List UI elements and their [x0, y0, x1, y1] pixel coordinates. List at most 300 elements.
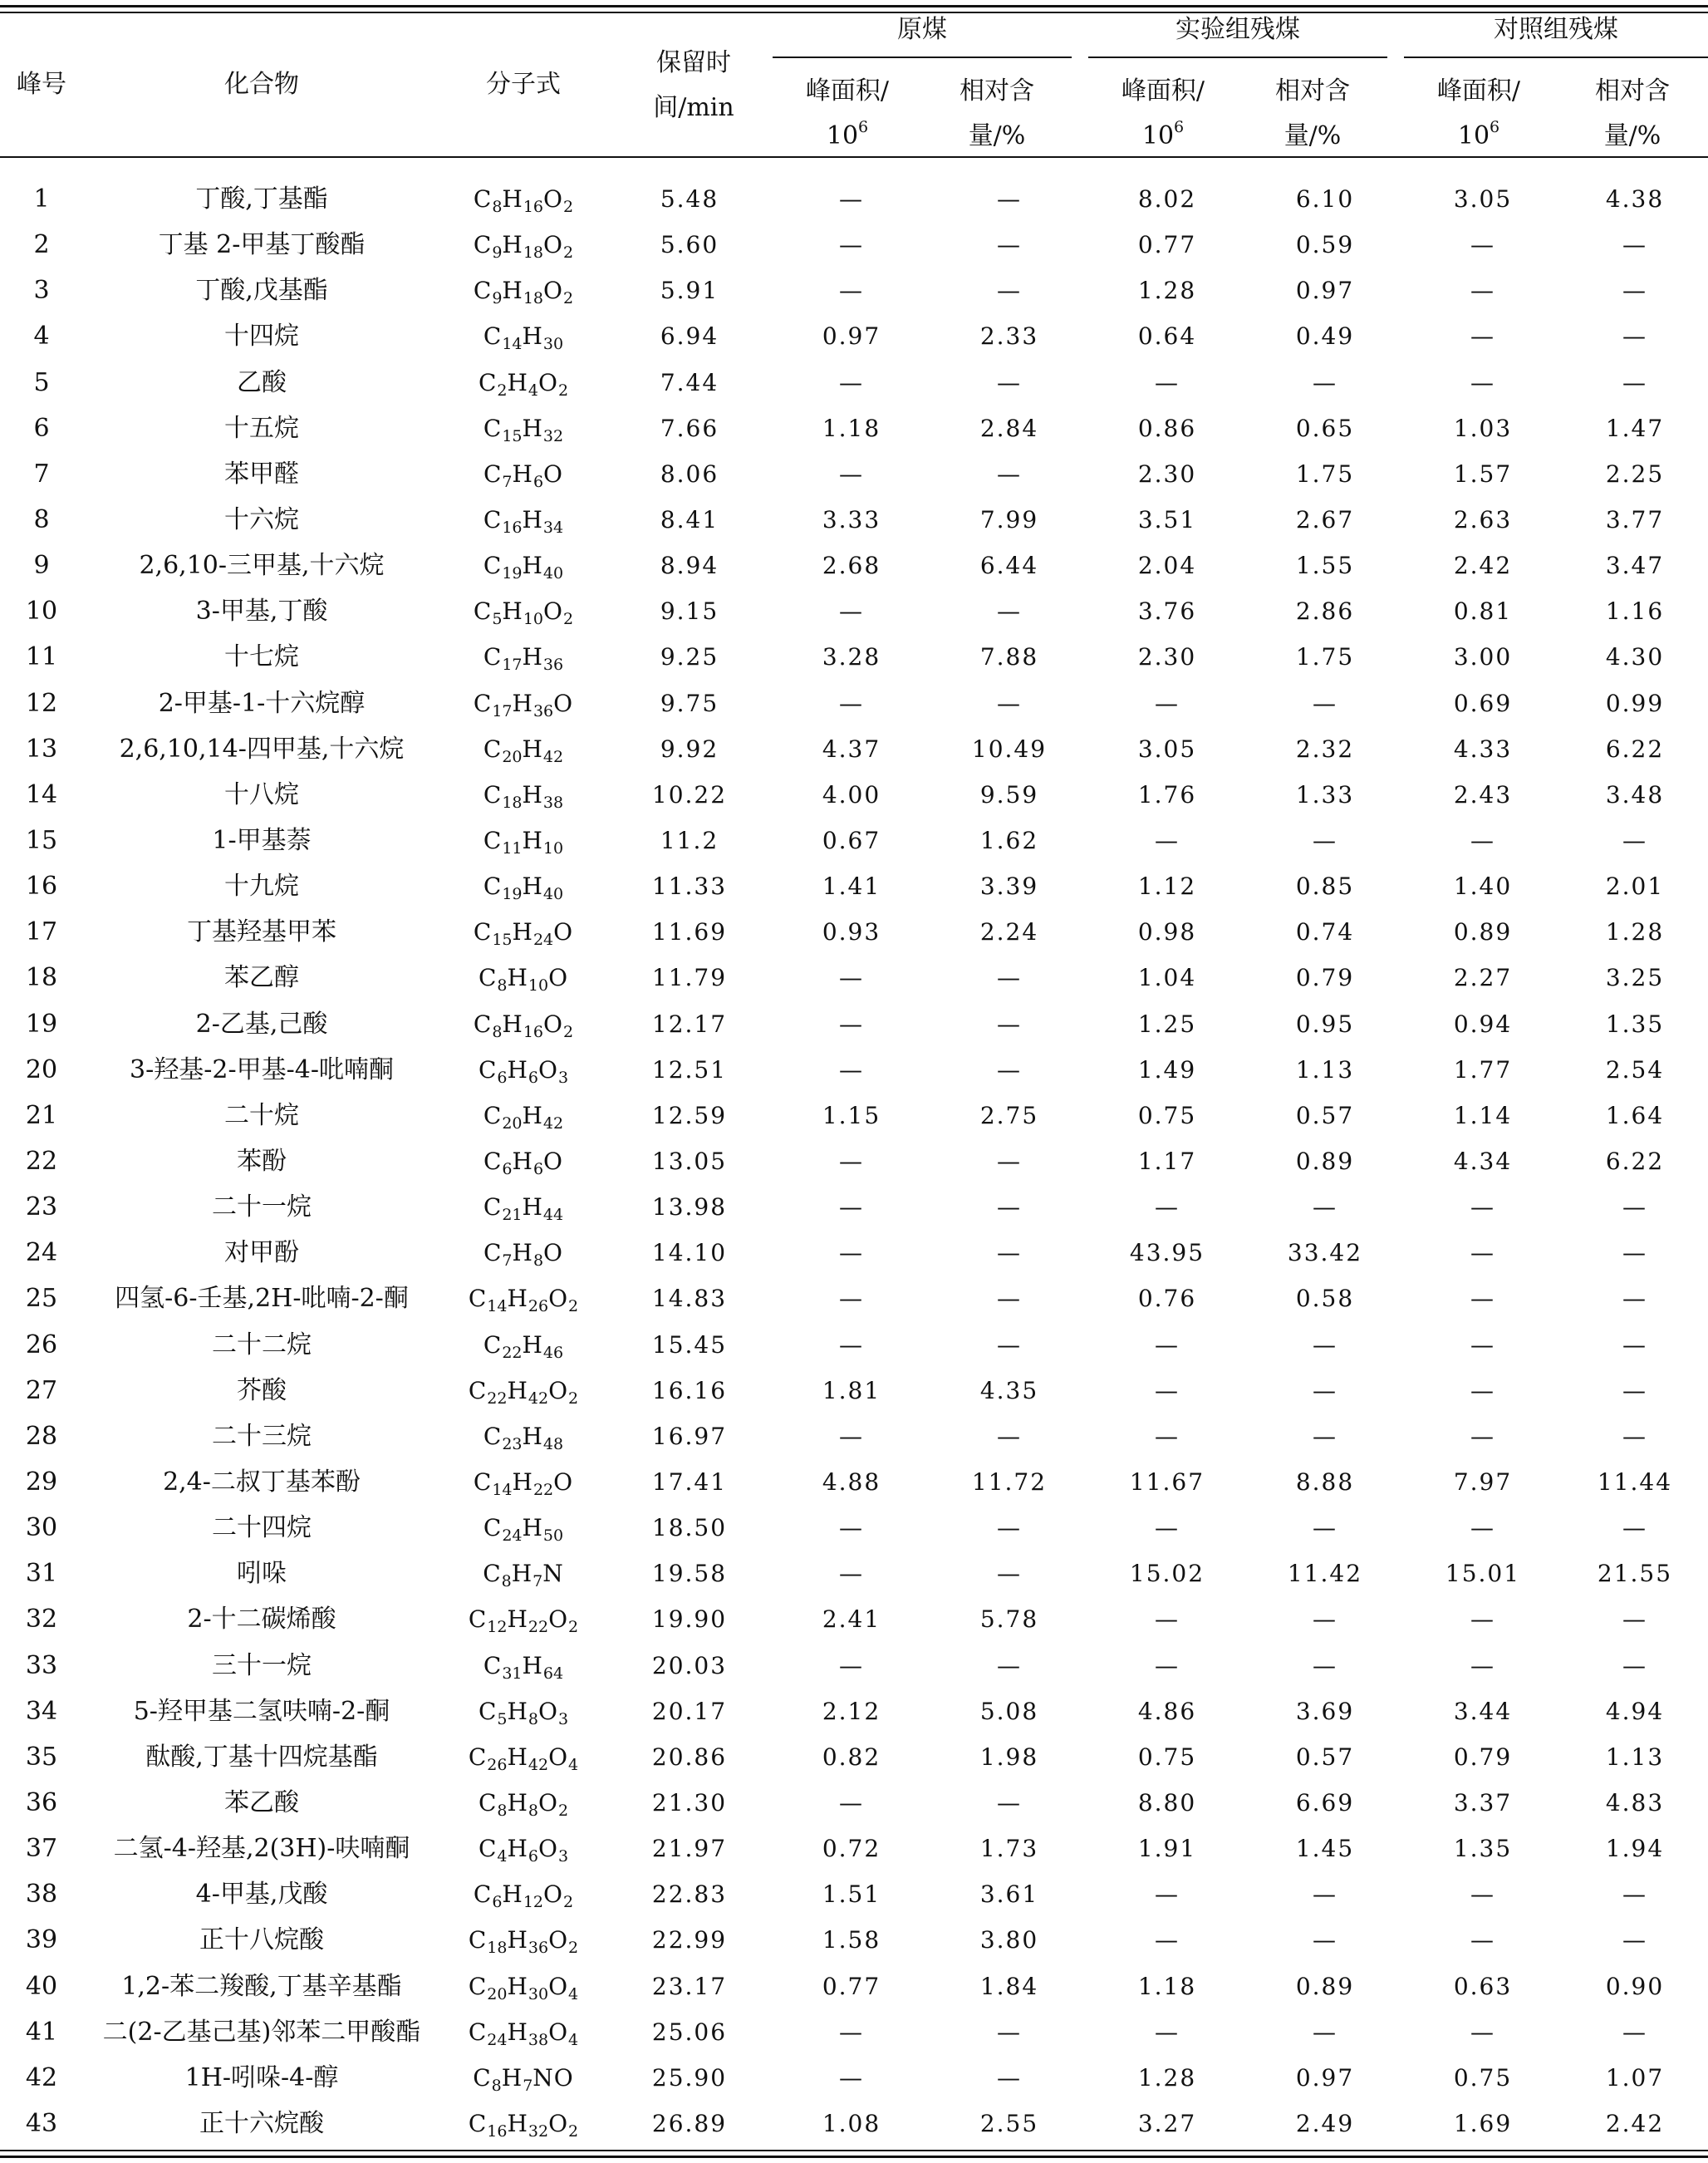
cell-raw-relative-content: 9.59 [979, 780, 1039, 809]
cell-peak: 10 [25, 597, 58, 627]
cell-exp-relative-content: 6.10 [1295, 185, 1355, 214]
cell-retention-time: 15.45 [651, 1330, 728, 1359]
cell-exp-relative-content: — [1313, 1422, 1337, 1450]
cell-raw-relative-content: — [997, 2063, 1022, 2092]
header-ctrl-area-line1: 峰面积/ [1436, 76, 1521, 106]
cell-raw-peak-area: 4.00 [822, 780, 881, 809]
cell-exp-relative-content: 2.86 [1295, 597, 1355, 626]
cell-ctrl-peak-area: 1.57 [1453, 460, 1513, 488]
cell-exp-peak-area: — [1155, 689, 1180, 717]
formula-element: H [512, 1148, 533, 1176]
cell-ctrl-peak-area: 2.27 [1453, 964, 1513, 992]
formula-element: H [522, 506, 543, 534]
cell-formula [440, 222, 606, 268]
cell-exp-relative-content: 1.55 [1295, 552, 1355, 580]
cell-ctrl-peak-area: — [1470, 231, 1495, 259]
formula-element: H [502, 1880, 523, 1909]
formula-element: C [483, 414, 503, 442]
cell-retention-time: 16.97 [651, 1422, 728, 1450]
cell-exp-relative-content: 2.49 [1295, 2109, 1355, 2137]
cell-formula [440, 1689, 606, 1734]
formula-subscript: 12 [523, 1893, 544, 1912]
cell-exp-relative-content: 2.32 [1295, 735, 1355, 763]
table-row [0, 1138, 1708, 1184]
formula-element: H [522, 1651, 543, 1679]
table-row [0, 2009, 1708, 2055]
table-row [0, 909, 1708, 955]
cell-ctrl-relative-content: 4.38 [1605, 185, 1665, 214]
cell-exp-peak-area: 2.04 [1137, 552, 1197, 580]
formula-subscript: 2 [568, 1939, 579, 1958]
cell-formula [440, 1780, 606, 1826]
header-exp-rel-line2: 量/% [1283, 121, 1342, 150]
formula-element: O [548, 1926, 569, 1954]
formula-element: O [548, 2109, 569, 2137]
formula-element: C [478, 368, 498, 396]
cell-raw-relative-content: — [997, 1239, 1022, 1267]
formula-subscript: 40 [542, 564, 564, 583]
cell-exp-peak-area: 2.30 [1137, 460, 1197, 488]
formula-element: O [543, 185, 563, 214]
cell-peak: 9 [33, 551, 50, 581]
table-row [0, 1413, 1708, 1459]
formula-subscript: 20 [487, 1984, 508, 2003]
formula-element: H [507, 1835, 528, 1863]
formula-element: O [537, 1835, 558, 1863]
cell-raw-peak-area: — [839, 2063, 864, 2092]
formula-element: C [478, 1835, 498, 1863]
header-ctrl-rel-line2: 量/% [1603, 121, 1661, 150]
cell-raw-relative-content: 5.08 [979, 1697, 1039, 1725]
cell-formula [440, 818, 606, 863]
formula-subscript: 6 [492, 1893, 503, 1912]
cell-retention-time: 8.06 [660, 460, 719, 488]
cell-ctrl-relative-content: — [1622, 277, 1647, 305]
cell-raw-peak-area: — [839, 1148, 864, 1176]
cell-compound: 丁基 2-甲基丁酸酯 [158, 230, 366, 260]
cell-formula [440, 1596, 606, 1642]
cell-raw-relative-content: 2.24 [979, 918, 1039, 946]
formula-element: C [473, 277, 493, 305]
cell-ctrl-relative-content: — [1622, 1330, 1647, 1359]
cell-formula [440, 1917, 606, 1963]
cell-formula [440, 909, 606, 955]
header-raw-rel-line1: 相对含 [960, 76, 1034, 106]
cell-compound: 2-十二碳烯酸 [187, 1605, 336, 1635]
table-row [0, 313, 1708, 359]
cell-formula [440, 360, 606, 406]
cell-exp-relative-content: 3.69 [1295, 1697, 1355, 1725]
formula-element: C [473, 597, 493, 626]
cell-retention-time: 11.2 [660, 827, 719, 855]
cell-exp-relative-content: 0.58 [1295, 1285, 1355, 1313]
cell-retention-time: 20.86 [651, 1743, 728, 1771]
cell-retention-time: 5.60 [660, 231, 719, 259]
cell-exp-relative-content: — [1313, 689, 1337, 717]
formula-subscript: 24 [487, 2030, 508, 2049]
formula-subscript: 42 [528, 1755, 549, 1774]
formula-element: C [468, 1285, 488, 1313]
formula-subscript: 18 [523, 289, 544, 308]
group-rule-ctrl [1404, 57, 1708, 58]
table-row [0, 1963, 1708, 2008]
formula-element: H [507, 1697, 528, 1725]
cell-retention-time: 11.69 [651, 918, 728, 946]
cell-exp-relative-content: 6.69 [1295, 1788, 1355, 1816]
cell-compound: 十五烷 [224, 413, 299, 443]
formula-element: H [522, 1422, 543, 1450]
cell-peak: 13 [25, 734, 58, 764]
formula-subscript: 22 [528, 1618, 549, 1637]
cell-exp-peak-area: 0.86 [1137, 414, 1197, 442]
formula-subscript: 20 [502, 747, 523, 766]
cell-ctrl-peak-area: — [1470, 277, 1495, 305]
formula-element: C [478, 1697, 498, 1725]
table-row [0, 1596, 1708, 1642]
cell-ctrl-peak-area: 2.63 [1453, 506, 1513, 534]
cell-peak: 12 [25, 688, 58, 718]
formula-subscript: 22 [533, 1481, 554, 1499]
cell-peak: 3 [33, 276, 50, 306]
cell-formula [440, 588, 606, 634]
formula-element: C [483, 1560, 502, 1588]
cell-ctrl-peak-area: 0.94 [1453, 1010, 1513, 1038]
formula-element: H [502, 231, 523, 259]
cell-ctrl-peak-area: — [1470, 322, 1495, 351]
cell-raw-peak-area: 4.88 [822, 1468, 881, 1496]
formula-element: O [543, 597, 563, 626]
formula-element: O [548, 1376, 569, 1404]
cell-ctrl-peak-area: — [1470, 827, 1495, 855]
formula-subscript: 8 [497, 1801, 508, 1820]
formula-element: H [507, 1285, 528, 1313]
cell-exp-peak-area: 2.30 [1137, 643, 1197, 671]
cell-exp-relative-content: 33.42 [1287, 1239, 1363, 1267]
cell-compound: 二十二烷 [212, 1330, 312, 1359]
cell-raw-peak-area: 0.77 [822, 1972, 881, 2000]
table-row [0, 726, 1708, 772]
table-row [0, 497, 1708, 543]
cell-exp-peak-area: 43.95 [1129, 1239, 1205, 1267]
formula-element: C [473, 2063, 492, 2092]
formula-subscript: 4 [528, 381, 538, 400]
table-row [0, 818, 1708, 863]
cell-exp-peak-area: 3.27 [1137, 2109, 1197, 2137]
cell-exp-relative-content: 0.97 [1295, 2063, 1355, 2092]
cell-peak: 41 [25, 2017, 58, 2047]
cell-retention-time: 20.17 [651, 1697, 728, 1725]
cell-compound: 酞酸,丁基十四烷基酯 [145, 1742, 378, 1772]
cell-raw-relative-content: 2.75 [979, 1101, 1039, 1129]
formula-element: C [483, 643, 503, 671]
formula-subscript: 2 [568, 1618, 579, 1637]
formula-subscript: 5 [497, 1709, 508, 1728]
cell-exp-peak-area: 1.76 [1137, 780, 1197, 809]
cell-exp-peak-area: 15.02 [1129, 1560, 1205, 1588]
cell-exp-relative-content: 0.74 [1295, 918, 1355, 946]
cell-peak: 18 [25, 963, 58, 993]
formula-element: C [473, 1010, 493, 1038]
cell-exp-peak-area: — [1155, 1605, 1180, 1634]
cell-ctrl-peak-area: 3.05 [1453, 185, 1513, 214]
formula-element: O [548, 1285, 569, 1313]
cell-raw-peak-area: 2.41 [822, 1605, 881, 1634]
cell-raw-relative-content: — [997, 964, 1022, 992]
table-row [0, 1551, 1708, 1596]
cell-ctrl-relative-content: 2.54 [1605, 1055, 1665, 1084]
formula-element: O [537, 1055, 558, 1084]
cell-raw-relative-content: 1.62 [979, 827, 1039, 855]
cell-ctrl-peak-area: — [1470, 1880, 1495, 1909]
formula-subscript: 7 [502, 472, 513, 491]
cell-raw-relative-content: — [997, 689, 1022, 717]
formula-subscript: 32 [528, 2121, 549, 2141]
cell-peak: 7 [33, 459, 50, 489]
cell-raw-peak-area: — [839, 1788, 864, 1816]
table-row [0, 955, 1708, 1000]
cell-raw-peak-area: — [839, 185, 864, 214]
cell-formula [440, 176, 606, 222]
cell-retention-time: 21.30 [651, 1788, 728, 1816]
header-ctrl-area-line2: $10^6$ [1457, 118, 1500, 150]
cell-ctrl-relative-content: 6.22 [1605, 735, 1665, 763]
cell-exp-relative-content: 0.79 [1295, 964, 1355, 992]
cell-retention-time: 11.33 [651, 873, 728, 901]
cell-ctrl-relative-content: 1.35 [1605, 1010, 1665, 1038]
cell-ctrl-peak-area: 1.14 [1453, 1101, 1513, 1129]
cell-retention-time: 11.79 [651, 964, 728, 992]
cell-compound: 5-羟甲基二氢呋喃-2-酮 [133, 1696, 390, 1726]
formula-subscript: 16 [502, 519, 523, 538]
cell-raw-relative-content: 7.99 [979, 506, 1039, 534]
cell-retention-time: 8.94 [660, 552, 719, 580]
cell-peak: 25 [25, 1284, 58, 1314]
cell-raw-peak-area: — [839, 1193, 864, 1222]
cell-ctrl-relative-content: 1.28 [1605, 918, 1665, 946]
cell-compound: 十七烷 [224, 642, 299, 672]
cell-retention-time: 23.17 [651, 1972, 728, 2000]
cell-ctrl-peak-area: 7.97 [1453, 1468, 1513, 1496]
formula-element: C [468, 1605, 488, 1634]
formula-element: C [468, 2018, 488, 2046]
formula-element: H [507, 1972, 528, 2000]
formula-subscript: 14 [502, 335, 523, 354]
cell-formula [440, 268, 606, 313]
cell-exp-peak-area: 3.76 [1137, 597, 1197, 626]
formula-element: C [483, 1239, 503, 1267]
cell-compound: 2,6,10-三甲基,十六烷 [139, 551, 385, 581]
cell-retention-time: 14.10 [651, 1239, 728, 1267]
cell-retention-time: 5.91 [660, 277, 719, 305]
formula-subscript: 46 [542, 1343, 564, 1362]
formula-subscript: 8 [528, 1801, 538, 1820]
cell-peak: 30 [25, 1513, 58, 1543]
cell-raw-peak-area: 0.97 [822, 322, 881, 351]
cell-exp-relative-content: 1.45 [1295, 1835, 1355, 1863]
formula-subscript: 8 [533, 1251, 544, 1271]
formula-subscript: 5 [492, 610, 503, 629]
formula-element: C [483, 506, 503, 534]
cell-ctrl-relative-content: 21.55 [1597, 1560, 1673, 1588]
cell-raw-relative-content: — [997, 1422, 1022, 1450]
cell-raw-peak-area: 3.33 [822, 506, 881, 534]
header-peak: 峰号 [17, 70, 66, 99]
cell-peak: 17 [25, 917, 58, 947]
cell-ctrl-peak-area: — [1470, 2018, 1495, 2046]
table-row [0, 772, 1708, 818]
formula-element: C [483, 873, 503, 901]
cell-ctrl-relative-content: 1.13 [1605, 1743, 1665, 1771]
cell-ctrl-relative-content: — [1622, 1926, 1647, 1954]
formula-subscript: 42 [542, 747, 564, 766]
cell-raw-peak-area: 1.15 [822, 1101, 881, 1129]
cell-raw-relative-content: — [997, 231, 1022, 259]
cell-exp-peak-area: — [1155, 1193, 1180, 1222]
header-compound: 化合物 [224, 70, 299, 99]
cell-retention-time: 8.41 [660, 506, 719, 534]
formula-element: H [507, 1743, 528, 1771]
cell-exp-peak-area: 1.17 [1137, 1148, 1197, 1176]
formula-element: O [548, 1972, 569, 2000]
table-row [0, 863, 1708, 909]
cell-peak: 37 [25, 1834, 58, 1864]
formula-element: H [522, 1193, 543, 1222]
cell-ctrl-peak-area: 3.37 [1453, 1788, 1513, 1816]
cell-peak: 16 [25, 872, 58, 902]
formula-subscript: 2 [497, 381, 508, 400]
cell-exp-peak-area: 0.75 [1137, 1743, 1197, 1771]
cell-exp-relative-content: 8.88 [1295, 1468, 1355, 1496]
cell-formula [440, 1413, 606, 1459]
formula-element: H [512, 1468, 533, 1496]
cell-compound: 丁基羟基甲苯 [187, 917, 336, 947]
cell-raw-relative-content: 4.35 [979, 1376, 1039, 1404]
cell-ctrl-relative-content: 0.99 [1605, 689, 1665, 717]
table-row [0, 268, 1708, 313]
formula-element: C [483, 735, 503, 763]
formula-subscript: 48 [542, 1434, 564, 1453]
cell-formula [440, 1734, 606, 1780]
cell-peak: 43 [25, 2108, 58, 2138]
cell-ctrl-relative-content: — [1622, 1514, 1647, 1542]
cell-exp-peak-area: — [1155, 368, 1180, 396]
cell-formula [440, 1047, 606, 1093]
formula-element: O [548, 964, 569, 992]
formula-element: C [483, 1148, 503, 1176]
cell-ctrl-relative-content: 3.48 [1605, 780, 1665, 809]
cell-exp-relative-content: 1.33 [1295, 780, 1355, 809]
formula-subscript: 4 [497, 1847, 508, 1866]
cell-raw-relative-content: — [997, 2018, 1022, 2046]
header-exp-area-line2: $10^6$ [1141, 118, 1185, 150]
cell-exp-relative-content: — [1313, 1605, 1337, 1634]
cell-compound: 四氢-6-壬基,2H-吡喃-2-酮 [115, 1284, 409, 1314]
cell-peak: 22 [25, 1147, 58, 1177]
cell-compound: 对甲酚 [224, 1238, 299, 1268]
cell-retention-time: 13.98 [651, 1193, 728, 1222]
formula-subscript: 36 [533, 701, 554, 720]
cell-peak: 36 [25, 1787, 58, 1817]
formula-subscript: 4 [568, 2030, 579, 2049]
formula-element: O [543, 460, 563, 488]
formula-element: H [522, 1514, 543, 1542]
header-rt-line2: 间/min [653, 93, 734, 122]
cell-exp-relative-content: — [1313, 1514, 1337, 1542]
formula-subscript: 11 [502, 839, 523, 858]
formula-subscript: 19 [502, 564, 523, 583]
cell-raw-relative-content: 2.55 [979, 2109, 1039, 2137]
cell-compound: 三十一烷 [212, 1650, 312, 1680]
cell-ctrl-relative-content: 3.25 [1605, 964, 1665, 992]
cell-compound: 二氢-4-羟基,2(3H)-呋喃酮 [113, 1834, 410, 1864]
formula-element: H [522, 1101, 543, 1129]
cell-compound: 1-甲基萘 [212, 826, 312, 856]
formula-subscript: 6 [533, 472, 544, 491]
cell-ctrl-peak-area: — [1470, 1926, 1495, 1954]
formula-subscript: 4 [568, 1984, 579, 2003]
header-rt-line1: 保留时 [656, 48, 731, 77]
formula-element: C [468, 2109, 488, 2137]
formula-subscript: 2 [563, 198, 574, 217]
cell-raw-relative-content: — [997, 1148, 1022, 1176]
formula-element: C [478, 1055, 498, 1084]
cell-ctrl-peak-area: 0.79 [1453, 1743, 1513, 1771]
cell-peak: 1 [33, 184, 50, 214]
cell-ctrl-peak-area: 0.89 [1453, 918, 1513, 946]
cell-exp-relative-content: — [1313, 1193, 1337, 1222]
cell-retention-time: 18.50 [651, 1514, 728, 1542]
cell-ctrl-relative-content: — [1622, 322, 1647, 351]
cell-exp-relative-content: — [1313, 827, 1337, 855]
formula-element: C [483, 322, 503, 351]
cell-ctrl-relative-content: — [1622, 2018, 1647, 2046]
formula-subscript: 18 [487, 1939, 508, 1958]
formula-subscript: 8 [491, 2076, 502, 2095]
cell-exp-peak-area: — [1155, 1651, 1180, 1679]
formula-element: H [512, 460, 533, 488]
cell-ctrl-peak-area: 2.43 [1453, 780, 1513, 809]
formula-element: C [468, 1376, 488, 1404]
formula-subscript: 2 [563, 1022, 574, 1041]
cell-retention-time: 6.94 [660, 322, 719, 351]
formula-subscript: 31 [502, 1664, 523, 1683]
cell-exp-peak-area: — [1155, 1422, 1180, 1450]
table-row [0, 2055, 1708, 2101]
cell-ctrl-relative-content: 4.94 [1605, 1697, 1665, 1725]
cell-formula [440, 1826, 606, 1871]
formula-element: C [483, 1514, 503, 1542]
formula-subscript: 14 [492, 1481, 513, 1499]
cell-compound: 2,6,10,14-四甲基,十六烷 [119, 734, 405, 764]
cell-ctrl-peak-area: 3.00 [1453, 643, 1513, 671]
header-raw-area-line1: 峰面积/ [805, 76, 890, 106]
cell-ctrl-peak-area: — [1470, 368, 1495, 396]
cell-formula [440, 1001, 606, 1047]
formula-element: H [512, 1239, 533, 1267]
cell-ctrl-peak-area: — [1470, 1330, 1495, 1359]
cell-exp-peak-area: 0.77 [1137, 231, 1197, 259]
cell-ctrl-peak-area: 0.69 [1453, 689, 1513, 717]
formula-element: H [501, 2063, 523, 2092]
formula-element: O [543, 277, 563, 305]
cell-compound: 1H-吲哚-4-醇 [184, 2062, 339, 2092]
cell-compound: 丁酸,戊基酯 [195, 276, 328, 306]
cell-peak: 6 [33, 413, 50, 443]
cell-exp-peak-area: 0.64 [1137, 322, 1197, 351]
cell-retention-time: 12.51 [651, 1055, 728, 1084]
cell-formula [440, 1184, 606, 1230]
cell-retention-time: 21.97 [651, 1835, 728, 1863]
